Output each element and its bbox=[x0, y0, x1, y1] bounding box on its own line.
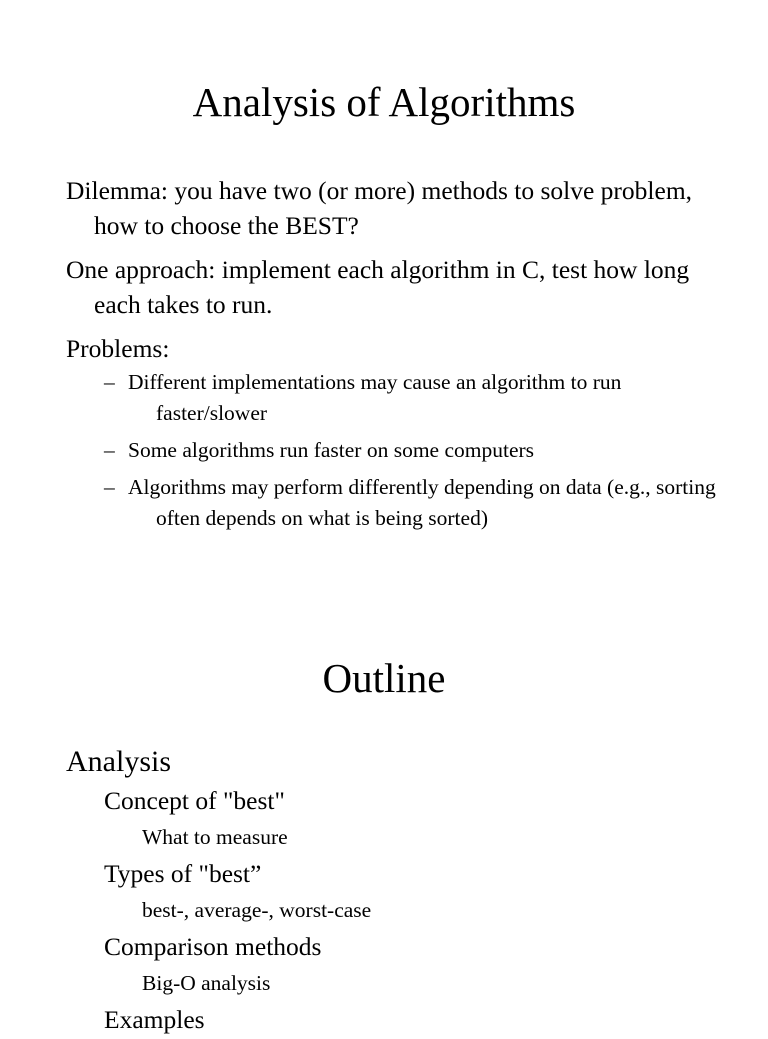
sub-bullet-text: Algorithms may perform differently depending on data (e.g., sorting often depends on what is being sorted) bbox=[128, 475, 716, 530]
bullet-problems-label: Problems: bbox=[66, 334, 170, 363]
sub-bullet-computers: – Some algorithms run faster on some computers bbox=[104, 438, 535, 462]
bullet-problems bbox=[66, 331, 716, 534]
outline-item-types-of-best: Types of "best” bbox=[104, 859, 262, 888]
outline-item-what-to-measure: What to measure bbox=[142, 825, 288, 849]
sub-bullet-list bbox=[104, 367, 716, 534]
outline-item-comparison-methods: Comparison methods bbox=[104, 932, 322, 961]
sub-bullet-text: Different implementations may cause an algorithm to run faster/slower bbox=[128, 370, 622, 425]
outline-item-big-o-analysis: Big-O analysis bbox=[142, 971, 271, 995]
outline-item-examples: Examples bbox=[104, 1005, 205, 1034]
bullet-list bbox=[66, 173, 716, 543]
outline-item-analysis: Analysis bbox=[66, 745, 171, 778]
outline-item-case-types: best-, average-, worst-case bbox=[142, 898, 372, 922]
sub-bullet-text: Some algorithms run faster on some computers bbox=[128, 438, 535, 462]
outline-item-concept-of-best: Concept of "best" bbox=[104, 786, 285, 815]
slide-title: Outline bbox=[322, 655, 446, 701]
sub-bullet-implementations: – Different implementations may cause an algorithm to run faster/slower bbox=[104, 370, 622, 425]
sub-bullet-data: – Algorithms may perform differently depending on data (e.g., sorting often depends on what is being sorted) bbox=[104, 475, 716, 530]
slide-outline bbox=[0, 560, 768, 1034]
bullet-dilemma: Dilemma: you have two (or more) methods to solve problem, how to choose the BEST? bbox=[66, 176, 693, 240]
bullet-one-approach: One approach: implement each algorithm in C, test how long each takes to run. bbox=[66, 255, 690, 319]
slide-title: Analysis of Algorithms bbox=[192, 79, 576, 125]
outline-list bbox=[66, 742, 716, 1039]
